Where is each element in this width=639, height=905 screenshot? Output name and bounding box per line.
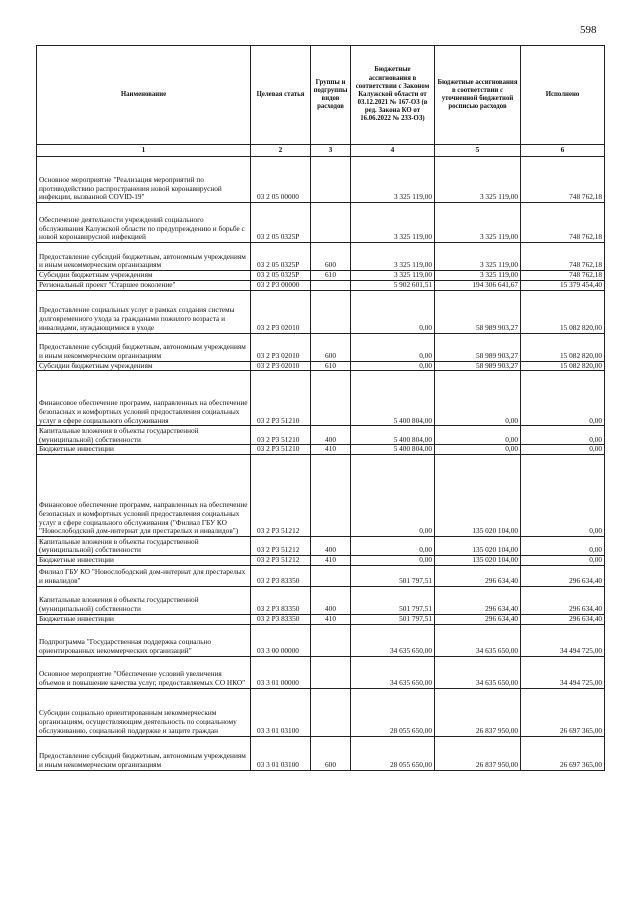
row-name: Финансовое обеспечение программ, направленных на обеспечение безопасных и комфортных условий предоставления социальных услуг в сфере социального обслуживания ("Филиал ГБУ КО "Новослободский дом-интернат для престарелых и инвалидов") — [37, 455, 251, 537]
row-executed-amount: 0,00 — [521, 426, 605, 445]
row-executed-amount: 0,00 — [521, 537, 605, 556]
row-executed-amount: 0,00 — [521, 455, 605, 537]
table-row — [37, 290, 605, 333]
row-expense-group — [311, 624, 351, 656]
row-refined-amount: 58 989 903,27 — [435, 333, 521, 361]
row-approved-amount: 0,00 — [351, 455, 435, 537]
row-approved-amount: 3 325 119,00 — [351, 243, 435, 271]
row-refined-amount: 135 020 104,00 — [435, 537, 521, 556]
row-approved-amount: 0,00 — [351, 537, 435, 556]
row-name: Филиал ГБУ КО "Новослободский дом-интернат для престарелых и инвалидов" — [37, 565, 251, 586]
row-expense-group — [311, 280, 351, 290]
row-approved-amount: 5 902 601,51 — [351, 280, 435, 290]
row-executed-amount: 296 634,40 — [521, 586, 605, 614]
row-expense-group: 600 — [311, 736, 351, 770]
row-target-article: 03 3 01 03100 — [251, 736, 311, 770]
row-approved-amount: 34 635 650,00 — [351, 624, 435, 656]
row-executed-amount: 26 697 365,00 — [521, 736, 605, 770]
row-name: Субсидии бюджетным учреждениям — [37, 271, 251, 281]
row-expense-group: 610 — [311, 361, 351, 371]
row-name: Обеспечение деятельности учреждений социального обслуживания Калужской области по предупреждению и борьбе с новой коронавирусной инфекцией — [37, 203, 251, 243]
row-refined-amount: 3 325 119,00 — [435, 271, 521, 281]
row-refined-amount: 135 020 104,00 — [435, 556, 521, 566]
row-executed-amount: 748 762,18 — [521, 203, 605, 243]
row-target-article: 03 2 P3 51212 — [251, 455, 311, 537]
row-target-article: 03 2 P3 51212 — [251, 556, 311, 566]
row-expense-group: 610 — [311, 271, 351, 281]
column-number: 1 — [37, 145, 251, 157]
header-refined-budget: Бюджетные ассигнования в соответствии с уточненной бюджетной росписью расходов — [435, 46, 521, 145]
row-approved-amount: 5 400 804,00 — [351, 426, 435, 445]
row-expense-group: 410 — [311, 556, 351, 566]
row-name: Предоставление субсидий бюджетным, автономным учреждениям и иным некоммерческим организациям — [37, 243, 251, 271]
row-approved-amount: 501 797,51 — [351, 614, 435, 624]
row-executed-amount: 748 762,18 — [521, 243, 605, 271]
row-target-article: 03 2 05 00000 — [251, 157, 311, 203]
row-name: Подпрограмма "Государственная поддержка социально ориентированных некоммерческих организаций" — [37, 624, 251, 656]
row-refined-amount: 58 989 903,27 — [435, 361, 521, 371]
row-executed-amount: 15 082 820,00 — [521, 333, 605, 361]
row-name: Бюджетные инвестиции — [37, 445, 251, 455]
table-row — [37, 656, 605, 688]
row-executed-amount: 34 494 725,00 — [521, 624, 605, 656]
row-name: Предоставление субсидий бюджетным, автономным учреждениям и иным некоммерческим организациям — [37, 736, 251, 770]
table-row — [37, 445, 605, 455]
column-number: 3 — [311, 145, 351, 157]
budget-table — [36, 45, 605, 771]
row-approved-amount: 0,00 — [351, 333, 435, 361]
row-target-article: 03 2 P3 51212 — [251, 537, 311, 556]
table-row — [37, 624, 605, 656]
row-approved-amount: 0,00 — [351, 361, 435, 371]
row-executed-amount: 0,00 — [521, 445, 605, 455]
row-approved-amount: 501 797,51 — [351, 565, 435, 586]
row-target-article: 03 2 P3 83350 — [251, 565, 311, 586]
row-approved-amount: 28 055 650,00 — [351, 736, 435, 770]
row-expense-group — [311, 656, 351, 688]
row-expense-group — [311, 565, 351, 586]
row-refined-amount: 26 837 950,00 — [435, 736, 521, 770]
row-refined-amount: 0,00 — [435, 426, 521, 445]
column-number: 4 — [351, 145, 435, 157]
row-target-article: 03 2 P3 51210 — [251, 445, 311, 455]
row-refined-amount: 296 634,40 — [435, 565, 521, 586]
table-row — [37, 157, 605, 203]
row-name: Региональный проект "Старшее поколение" — [37, 280, 251, 290]
row-name: Бюджетные инвестиции — [37, 614, 251, 624]
row-name: Предоставление субсидий бюджетным, автономным учреждениям и иным некоммерческим организациям — [37, 333, 251, 361]
row-approved-amount: 5 400 804,00 — [351, 371, 435, 426]
row-refined-amount: 3 325 119,00 — [435, 243, 521, 271]
row-name: Бюджетные инвестиции — [37, 556, 251, 566]
row-approved-amount: 28 055 650,00 — [351, 688, 435, 736]
row-approved-amount: 34 635 650,00 — [351, 656, 435, 688]
row-target-article: 03 2 P3 83350 — [251, 586, 311, 614]
row-executed-amount: 296 634,40 — [521, 565, 605, 586]
table-row — [37, 586, 605, 614]
row-expense-group: 600 — [311, 243, 351, 271]
row-name: Капитальные вложения в объекты государственной (муниципальной) собственности — [37, 426, 251, 445]
row-target-article: 03 3 01 03100 — [251, 688, 311, 736]
row-approved-amount: 501 797,51 — [351, 586, 435, 614]
table-row — [37, 614, 605, 624]
row-expense-group: 400 — [311, 537, 351, 556]
row-expense-group: 410 — [311, 445, 351, 455]
table-row — [37, 280, 605, 290]
row-expense-group: 400 — [311, 586, 351, 614]
table-row — [37, 333, 605, 361]
row-name: Субсидии бюджетным учреждениям — [37, 361, 251, 371]
row-expense-group — [311, 290, 351, 333]
row-refined-amount: 296 634,40 — [435, 586, 521, 614]
row-name: Субсидии социально ориентированным некоммерческим организациям, осуществляющим деятельность по социальному обслуживанию, социальной поддержке и защите граждан — [37, 688, 251, 736]
row-target-article: 03 2 05 0325Р — [251, 243, 311, 271]
header-name: Наименование — [37, 46, 251, 145]
row-refined-amount: 34 635 650,00 — [435, 624, 521, 656]
row-executed-amount: 748 762,18 — [521, 157, 605, 203]
table-row — [37, 565, 605, 586]
header-target-article: Целевая статья — [251, 46, 311, 145]
row-target-article: 03 3 01 00000 — [251, 656, 311, 688]
row-refined-amount: 194 306 641,67 — [435, 280, 521, 290]
column-number: 2 — [251, 145, 311, 157]
row-refined-amount: 26 837 950,00 — [435, 688, 521, 736]
row-approved-amount: 0,00 — [351, 556, 435, 566]
row-refined-amount: 34 635 650,00 — [435, 656, 521, 688]
table-row — [37, 203, 605, 243]
table-row — [37, 688, 605, 736]
column-number-row — [37, 145, 605, 157]
row-executed-amount: 15 379 454,40 — [521, 280, 605, 290]
table-row — [37, 556, 605, 566]
header-executed: Исполнено — [521, 46, 605, 145]
table-row — [37, 271, 605, 281]
row-target-article: 03 2 P3 02010 — [251, 333, 311, 361]
row-approved-amount: 5 400 804,00 — [351, 445, 435, 455]
header-approved-budget: Бюджетные ассигнования в соответствии с Законом Калужской области от 03.12.2021 № 167-ОЗ (в ред. Закона КО от 16.06.2022 № 233-ОЗ) — [351, 46, 435, 145]
row-executed-amount: 15 082 820,00 — [521, 290, 605, 333]
table-row — [37, 243, 605, 271]
row-target-article: 03 2 P3 02010 — [251, 361, 311, 371]
row-refined-amount: 296 634,40 — [435, 614, 521, 624]
row-expense-group: 400 — [311, 426, 351, 445]
row-name: Основное мероприятие "Обеспечение условий увеличения объемов и повышение качества услуг, предоставляемых СО НКО" — [37, 656, 251, 688]
table-row — [37, 537, 605, 556]
row-executed-amount: 296 634,40 — [521, 614, 605, 624]
row-approved-amount: 3 325 119,00 — [351, 157, 435, 203]
header-row — [37, 46, 605, 145]
row-executed-amount: 26 697 365,00 — [521, 688, 605, 736]
row-target-article: 03 2 P3 00000 — [251, 280, 311, 290]
row-approved-amount: 3 325 119,00 — [351, 203, 435, 243]
row-expense-group — [311, 157, 351, 203]
row-target-article: 03 2 P3 02010 — [251, 290, 311, 333]
table-row — [37, 371, 605, 426]
row-refined-amount: 3 325 119,00 — [435, 203, 521, 243]
row-name: Капитальные вложения в объекты государственной (муниципальной) собственности — [37, 586, 251, 614]
row-expense-group: 600 — [311, 333, 351, 361]
column-number: 6 — [521, 145, 605, 157]
row-name: Финансовое обеспечение программ, направленных на обеспечение безопасных и комфортных условий предоставления социальных услуг в сфере социального обслуживания — [37, 371, 251, 426]
row-expense-group — [311, 371, 351, 426]
row-executed-amount: 15 082 820,00 — [521, 361, 605, 371]
row-refined-amount: 135 020 104,00 — [435, 455, 521, 537]
row-refined-amount: 0,00 — [435, 371, 521, 426]
table-row — [37, 361, 605, 371]
row-target-article: 03 2 05 0325Р — [251, 203, 311, 243]
column-number: 5 — [435, 145, 521, 157]
row-executed-amount: 0,00 — [521, 556, 605, 566]
row-expense-group: 410 — [311, 614, 351, 624]
row-target-article: 03 2 P3 83350 — [251, 614, 311, 624]
row-executed-amount: 748 762,18 — [521, 271, 605, 281]
row-target-article: 03 2 05 0325Р — [251, 271, 311, 281]
row-expense-group — [311, 455, 351, 537]
row-expense-group — [311, 203, 351, 243]
row-name: Предоставление социальных услуг в рамках создания системы долговременного ухода за гражданами пожилого возраста и инвалидами, нуждающимися в уходе — [37, 290, 251, 333]
header-expense-group: Группы и подгруппы видов расходов — [311, 46, 351, 145]
row-target-article: 03 2 P3 51210 — [251, 426, 311, 445]
table-row — [37, 455, 605, 537]
row-refined-amount: 3 325 119,00 — [435, 157, 521, 203]
row-executed-amount: 0,00 — [521, 371, 605, 426]
page-number: 598 — [580, 24, 597, 36]
row-approved-amount: 3 325 119,00 — [351, 271, 435, 281]
row-refined-amount: 58 989 903,27 — [435, 290, 521, 333]
row-executed-amount: 34 494 725,00 — [521, 656, 605, 688]
row-name: Основное мероприятие "Реализация мероприятий по противодействию распространения новой коронавирусной инфекции, вызванной COVID-19" — [37, 157, 251, 203]
row-approved-amount: 0,00 — [351, 290, 435, 333]
row-name: Капитальные вложения в объекты государственной (муниципальной) собственности — [37, 537, 251, 556]
table-row — [37, 736, 605, 770]
row-expense-group — [311, 688, 351, 736]
row-target-article: 03 2 P3 51210 — [251, 371, 311, 426]
row-refined-amount: 0,00 — [435, 445, 521, 455]
row-target-article: 03 3 00 00000 — [251, 624, 311, 656]
table-row — [37, 426, 605, 445]
